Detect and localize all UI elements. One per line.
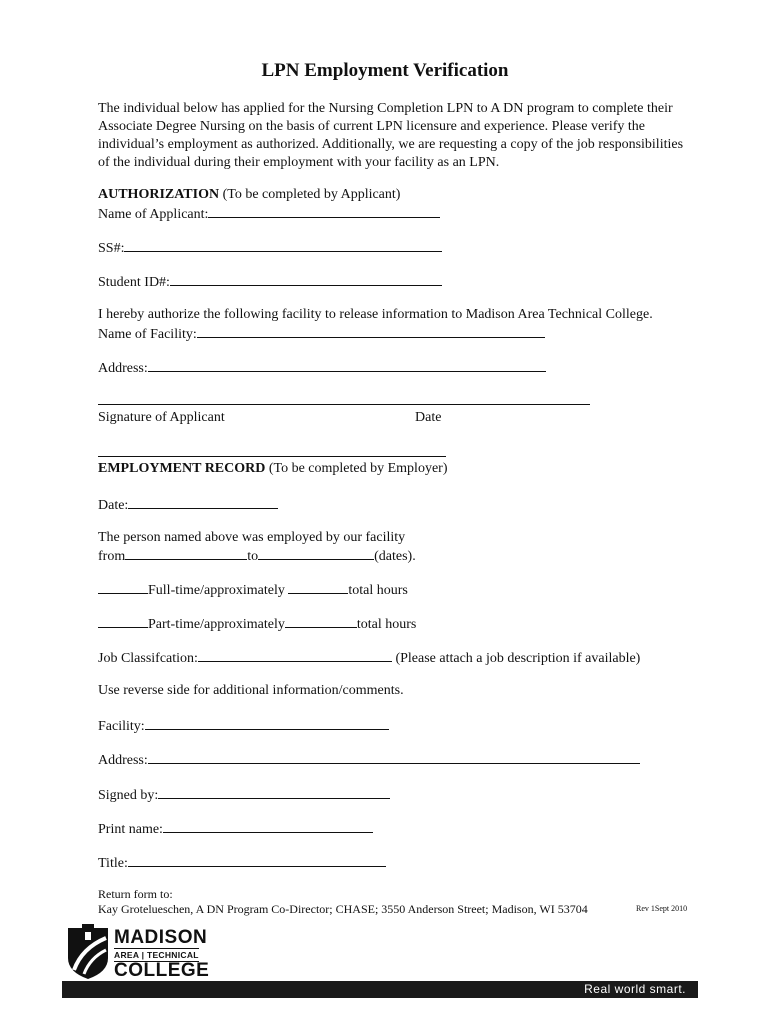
job-class-label: Job Classifcation: — [98, 651, 198, 666]
ss-label: SS#: — [98, 241, 125, 256]
intro-paragraph: The individual below has applied for the Nursing Completion LPN to A DN program to complete their Associate Degree Nursing on the basis of current LPN licensure and experience. Please verify the individual’s employment as authorized. Additionally, we are requesting a copy of the job responsibilities of the individual during their employment with your facility as an LPN. — [98, 101, 684, 170]
fulltime-row — [98, 580, 408, 599]
logo-area-technical: AREA | TECHNICAL — [114, 950, 199, 960]
student-id-label: Student ID#: — [98, 275, 170, 290]
applicant-name-row — [98, 204, 440, 223]
print-name-row — [98, 819, 373, 838]
return-address: Kay Grotelueschen, A DN Program Co-Director; CHASE; 3550 Anderson Street; Madison, WI 53704 — [98, 902, 588, 916]
fulltime-label: Full-time/approximately — [148, 583, 289, 598]
title-field[interactable] — [128, 853, 386, 867]
applicant-address-field[interactable] — [148, 358, 546, 372]
facility-name-row — [98, 324, 545, 343]
print-name-field[interactable] — [163, 819, 373, 833]
ss-row — [98, 238, 442, 257]
title-label: Title: — [98, 856, 128, 871]
title-row — [98, 853, 386, 872]
fulltime-total-hours: total hours — [348, 583, 408, 598]
signature-date-label: Date — [415, 410, 442, 425]
employed-text: The person named above was employed by our facility — [98, 530, 406, 545]
employment-heading: EMPLOYMENT RECORD — [98, 461, 266, 476]
college-logo — [66, 924, 210, 981]
section-divider — [98, 456, 446, 457]
from-date-field[interactable] — [125, 546, 247, 560]
parttime-check-field[interactable] — [98, 614, 148, 628]
reverse-note: Use reverse side for additional information/comments. — [98, 683, 404, 698]
job-class-field[interactable] — [198, 648, 392, 662]
to-label: to — [247, 549, 259, 564]
dates-label: (dates). — [374, 549, 416, 564]
employment-date-label: Date: — [98, 498, 129, 513]
to-date-field[interactable] — [258, 546, 374, 560]
employment-heading-line — [98, 460, 448, 477]
employer-address-field[interactable] — [148, 750, 640, 764]
revision-note: Rev 1Sept 2010 — [636, 904, 688, 913]
dates-row — [98, 546, 416, 565]
facility-name-field[interactable] — [197, 324, 545, 338]
applicant-address-row — [98, 358, 546, 377]
signature-line[interactable] — [98, 404, 590, 405]
logo-college: COLLEGE — [114, 960, 210, 981]
parttime-hours-field[interactable] — [285, 614, 357, 628]
ss-field[interactable] — [124, 238, 442, 252]
facility-name-label: Name of Facility: — [98, 327, 197, 342]
job-class-note: (Please attach a job description if available) — [391, 651, 641, 666]
signed-by-field[interactable] — [158, 785, 390, 799]
signed-by-label: Signed by: — [98, 788, 159, 803]
release-text: I hereby authorize the following facility to release information to Madison Area Technical College. — [98, 307, 653, 322]
authorization-note: (To be completed by Applicant) — [219, 187, 401, 202]
employer-address-row — [98, 750, 640, 769]
employment-date-field[interactable] — [128, 495, 278, 509]
fulltime-hours-field[interactable] — [288, 580, 348, 594]
applicant-name-label: Name of Applicant: — [98, 207, 209, 222]
authorization-heading-line — [98, 186, 400, 203]
shield-emblem-icon — [66, 924, 110, 980]
form-title: LPN Employment Verification — [261, 60, 509, 81]
student-id-row — [98, 272, 442, 291]
from-label: from — [98, 549, 126, 564]
employment-note: (To be completed by Employer) — [265, 461, 448, 476]
footer-tagline: Real world smart. — [584, 982, 686, 996]
print-name-label: Print name: — [98, 822, 163, 837]
logo-madison: MADISON — [114, 927, 208, 948]
employer-facility-field[interactable] — [145, 716, 389, 730]
return-label: Return form to: — [98, 887, 173, 901]
employer-address-label: Address: — [98, 753, 148, 768]
applicant-address-label: Address: — [98, 361, 148, 376]
student-id-field[interactable] — [170, 272, 442, 286]
employment-date-row — [98, 495, 278, 514]
parttime-total-hours: total hours — [356, 617, 417, 632]
fulltime-check-field[interactable] — [98, 580, 148, 594]
employer-facility-row — [98, 716, 389, 735]
employer-facility-label: Facility: — [98, 719, 145, 734]
job-class-row — [98, 648, 640, 667]
parttime-row — [98, 614, 416, 633]
parttime-label: Part-time/approximately — [148, 617, 285, 632]
applicant-name-field[interactable] — [208, 204, 440, 218]
signature-label: Signature of Applicant — [98, 410, 225, 425]
authorization-heading: AUTHORIZATION — [98, 187, 220, 202]
signed-by-row — [98, 785, 390, 804]
footer-bar — [62, 981, 698, 998]
